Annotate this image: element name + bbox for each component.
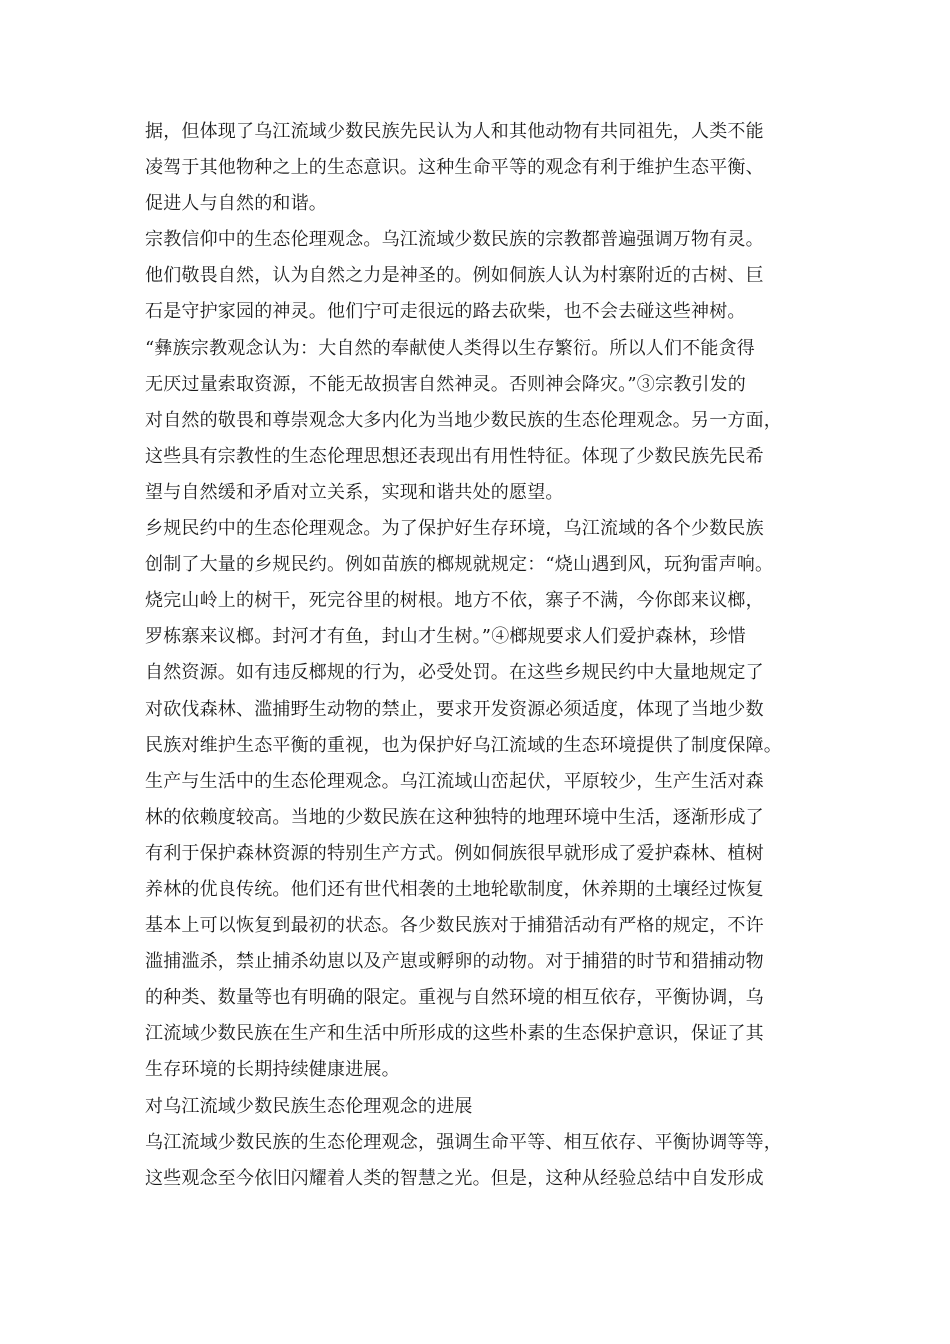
text-line: 这些具有宗教性的生态伦理思想还表现出有用性特征。体现了少数民族先民希 (145, 445, 764, 467)
text-line: 望与自然缓和矛盾对立关系，实现和谐共处的愿望。 (145, 481, 564, 503)
text-line: 促进人与自然的和谐。 (145, 193, 327, 215)
text-line: 这些观念至今依旧闪耀着人类的智慧之光。但是，这种从经验总结中自发形成 (145, 1167, 764, 1189)
text-line: 养林的优良传统。他们还有世代相袭的土地轮歇制度，休养期的土壤经过恢复 (145, 878, 764, 900)
text-line: 生产与生活中的生态伦理观念。乌江流域山峦起伏，平原较少，生产生活对森 (145, 770, 764, 792)
text-line: 有利于保护森林资源的特别生产方式。例如侗族很早就形成了爱护森林、植树 (145, 842, 764, 864)
text-line: 基本上可以恢复到最初的状态。各少数民族对于捕猎活动有严格的规定，不许 (145, 915, 764, 937)
text-line: 石是守护家园的神灵。他们宁可走很远的路去砍柴，也不会去碰这些神树。 (145, 301, 746, 323)
text-line: 对砍伐森林、滥捕野生动物的禁止，要求开发资源必须适度，体现了当地少数 (145, 698, 764, 720)
text-line: 林的依赖度较高。当地的少数民族在这种独特的地理环境中生活，逐渐形成了 (145, 806, 764, 828)
text-line: 凌驾于其他物种之上的生态意识。这种生命平等的观念有利于维护生态平衡、 (145, 157, 764, 179)
text-line: 乡规民约中的生态伦理观念。为了保护好生存环境，乌江流域的各个少数民族 (145, 518, 764, 540)
body-text (145, 114, 825, 1197)
text-line: 江流域少数民族在生产和生活中所形成的这些朴素的生态保护意识，保证了其 (145, 1023, 764, 1045)
text-line: “彝族宗教观念认为：大自然的奉献使人类得以生存繁衍。所以人们不能贪得 (145, 337, 755, 359)
text-line: 生存环境的长期持续健康进展。 (145, 1059, 400, 1081)
text-line: 乌江流域少数民族的生态伦理观念，强调生命平等、相互依存、平衡协调等等， (145, 1131, 782, 1153)
text-line: 对自然的敬畏和尊崇观念大多内化为当地少数民族的生态伦理观念。另一方面， (145, 409, 782, 431)
text-line: 无厌过量索取资源，不能无故损害自然神灵。否则神会降灾。”③宗教引发的 (145, 373, 746, 395)
text-line: 滥捕滥杀，禁止捕杀幼崽以及产崽或孵卵的动物。对于捕猎的时节和猎捕动物 (145, 951, 764, 973)
text-line: 据，但体现了乌江流域少数民族先民认为人和其他动物有共同祖先，人类不能 (145, 121, 764, 142)
text-line: 他们敬畏自然，认为自然之力是神圣的。例如侗族人认为村寨附近的古树、巨 (145, 265, 764, 287)
section-heading: 对乌江流域少数民族生态伦理观念的进展 (145, 1095, 473, 1117)
text-line: 的种类、数量等也有明确的限定。重视与自然环境的相互依存，平衡协调，乌 (145, 987, 764, 1009)
text-line: 创制了大量的乡规民约。例如苗族的榔规就规定：“烧山遇到风，玩狗雷声响。 (145, 554, 774, 576)
text-line: 烧完山岭上的树干，死完谷里的树根。地方不依，寨子不满，今你郎来议榔， (145, 590, 764, 612)
text-line: 罗栋寨来议榔。封河才有鱼，封山才生树。”④榔规要求人们爱护森林，珍惜 (145, 626, 746, 648)
text-line: 宗教信仰中的生态伦理观念。乌江流域少数民族的宗教都普遍强调万物有灵。 (145, 229, 764, 251)
text-line: 民族对维护生态平衡的重视，也为保护好乌江流域的生态环境提供了制度保障。 (145, 734, 782, 756)
text-line: 自然资源。如有违反榔规的行为，必受处罚。在这些乡规民约中大量地规定了 (145, 662, 764, 684)
